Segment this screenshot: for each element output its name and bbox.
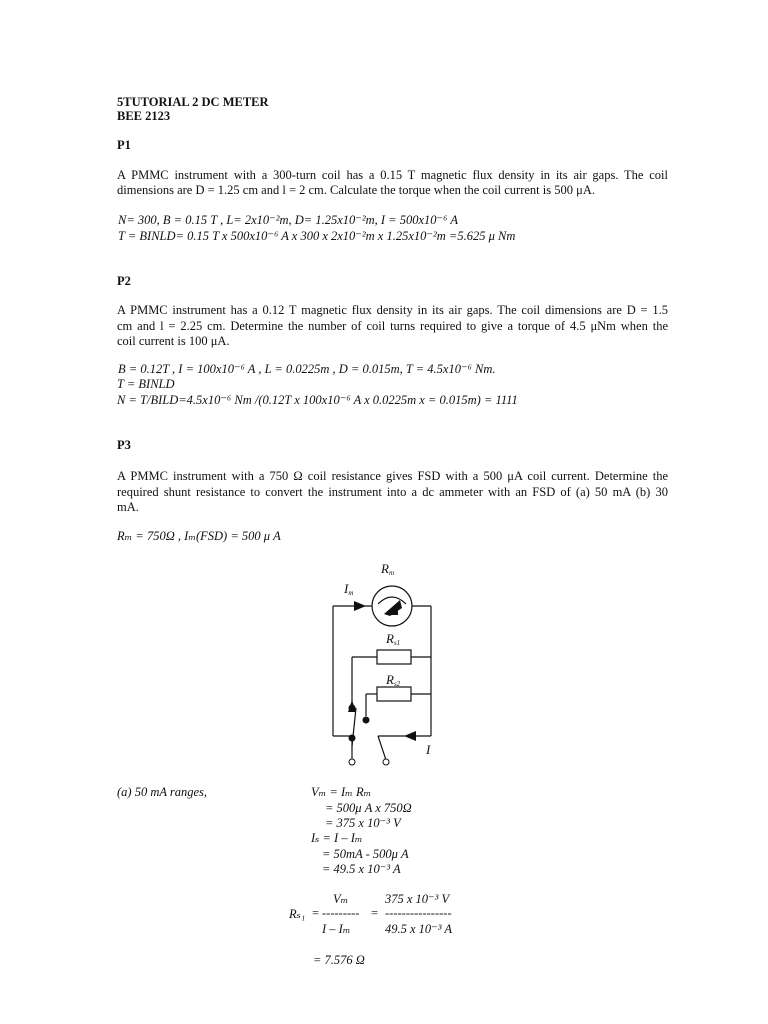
calc-line-2: = 500μ A x 750Ω	[325, 801, 412, 815]
p1-text-line2: dimensions are D = 1.25 cm and l = 2 cm. Calculate the torque when the coil current is 500 μA.	[117, 183, 595, 197]
p1-text-line1: A PMMC instrument with a 300-turn coil has a 0.15 T magnetic flux density in its air gaps. The coil	[117, 168, 668, 182]
im-arrow-icon	[354, 601, 366, 611]
p2-text-line2: cm and l = 2.25 cm. Determine the number of coil turns required to give a torque of 4.5 μNm when the	[117, 319, 668, 333]
p1-solution: T = BINLD= 0.15 T x 500x10⁻⁶ A x 300 x 2x10⁻²m x 1.25x10⁻²m =5.625 μ Nm	[118, 229, 516, 243]
p2-text-line3: coil current is 100 μA.	[117, 334, 230, 348]
meter-scale-arc	[378, 597, 406, 604]
switch-pivot	[349, 735, 356, 742]
frac-bar-2: ----------------	[385, 906, 452, 920]
calc-line-3: = 375 x 10⁻³ V	[325, 816, 401, 830]
p3-text-line2: required shunt resistance to convert the instrument into a dc ammeter with an FSD of (a) 50 mA (b) 30	[117, 485, 668, 499]
frac-numerator-2: 375 x 10⁻³ V	[385, 892, 450, 906]
calc-line-6: = 49.5 x 10⁻³ A	[322, 862, 401, 876]
p3-text-line1: A PMMC instrument with a 750 Ω coil resistance gives FSD with a 500 μA coil current. Determine the	[117, 469, 668, 483]
switch-contact-1	[349, 705, 356, 712]
terminal-right	[383, 759, 389, 765]
frac-eq-1: =	[312, 906, 320, 920]
p2-given: B = 0.12T , I = 100x10⁻⁶ A , L = 0.0225m , D = 0.015m, T = 4.5x10⁻⁶ Nm.	[118, 362, 496, 376]
rs1-label: $R_{s1}$	[386, 631, 401, 647]
p2-text-line1: A PMMC instrument has a 0.12 T magnetic flux density in its air gaps. The coil dimensions are D = 1.5	[117, 303, 668, 317]
course-code: BEE 2123	[117, 109, 171, 123]
i-label: I	[426, 742, 431, 757]
p1-heading: P1	[117, 138, 131, 152]
rs1-resistor-shape	[377, 650, 411, 664]
ammeter-circuit-diagram	[328, 560, 458, 770]
terminal-left	[349, 759, 355, 765]
document-title: 5TUTORIAL 2 DC METER	[117, 95, 269, 109]
p3-heading: P3	[117, 438, 131, 452]
frac-denominator-1: I – Iₘ	[322, 922, 351, 936]
switch-contact-2	[363, 717, 370, 724]
calc-line-4: Iₛ = I – Iₘ	[311, 831, 363, 845]
part-a-label: (a) 50 mA ranges,	[117, 785, 208, 799]
rs2-label: $R_{s2}$	[386, 672, 401, 688]
frac-eq-2: =	[371, 906, 379, 920]
terminal-right-lead	[378, 736, 386, 760]
meter-movement-block	[388, 610, 398, 615]
p2-formula: T = BINLD	[117, 377, 175, 391]
rm-label: $R_m$	[381, 561, 395, 577]
frac-numerator-1: Vₘ	[333, 892, 349, 906]
rs1-result: = 7.576 Ω	[313, 953, 365, 967]
meter-circle	[372, 586, 412, 626]
im-label: $I_m$	[344, 581, 354, 597]
frac-lhs: Rₛ₁	[289, 907, 306, 921]
frac-denominator-2: 49.5 x 10⁻³ A	[385, 922, 453, 936]
p2-heading: P2	[117, 274, 131, 288]
i-arrow-icon	[404, 731, 416, 741]
p3-text-line3: mA.	[117, 500, 139, 514]
p2-solution: N = T/BILD=4.5x10⁻⁶ Nm /(0.12T x 100x10⁻⁶ A x 0.0225m x = 0.015m) = 1111	[117, 393, 518, 407]
calc-line-1: Vₘ = Iₘ Rₘ	[311, 785, 372, 799]
frac-bar-1: ---------	[322, 906, 360, 920]
p1-given: N= 300, B = 0.15 T , L= 2x10⁻²m, D= 1.25x10⁻²m, I = 500x10⁻⁶ A	[118, 213, 459, 227]
calc-line-5: = 50mA - 500μ A	[322, 847, 409, 861]
p3-given: Rₘ = 750Ω , Iₘ(FSD) = 500 μ A	[117, 529, 281, 543]
